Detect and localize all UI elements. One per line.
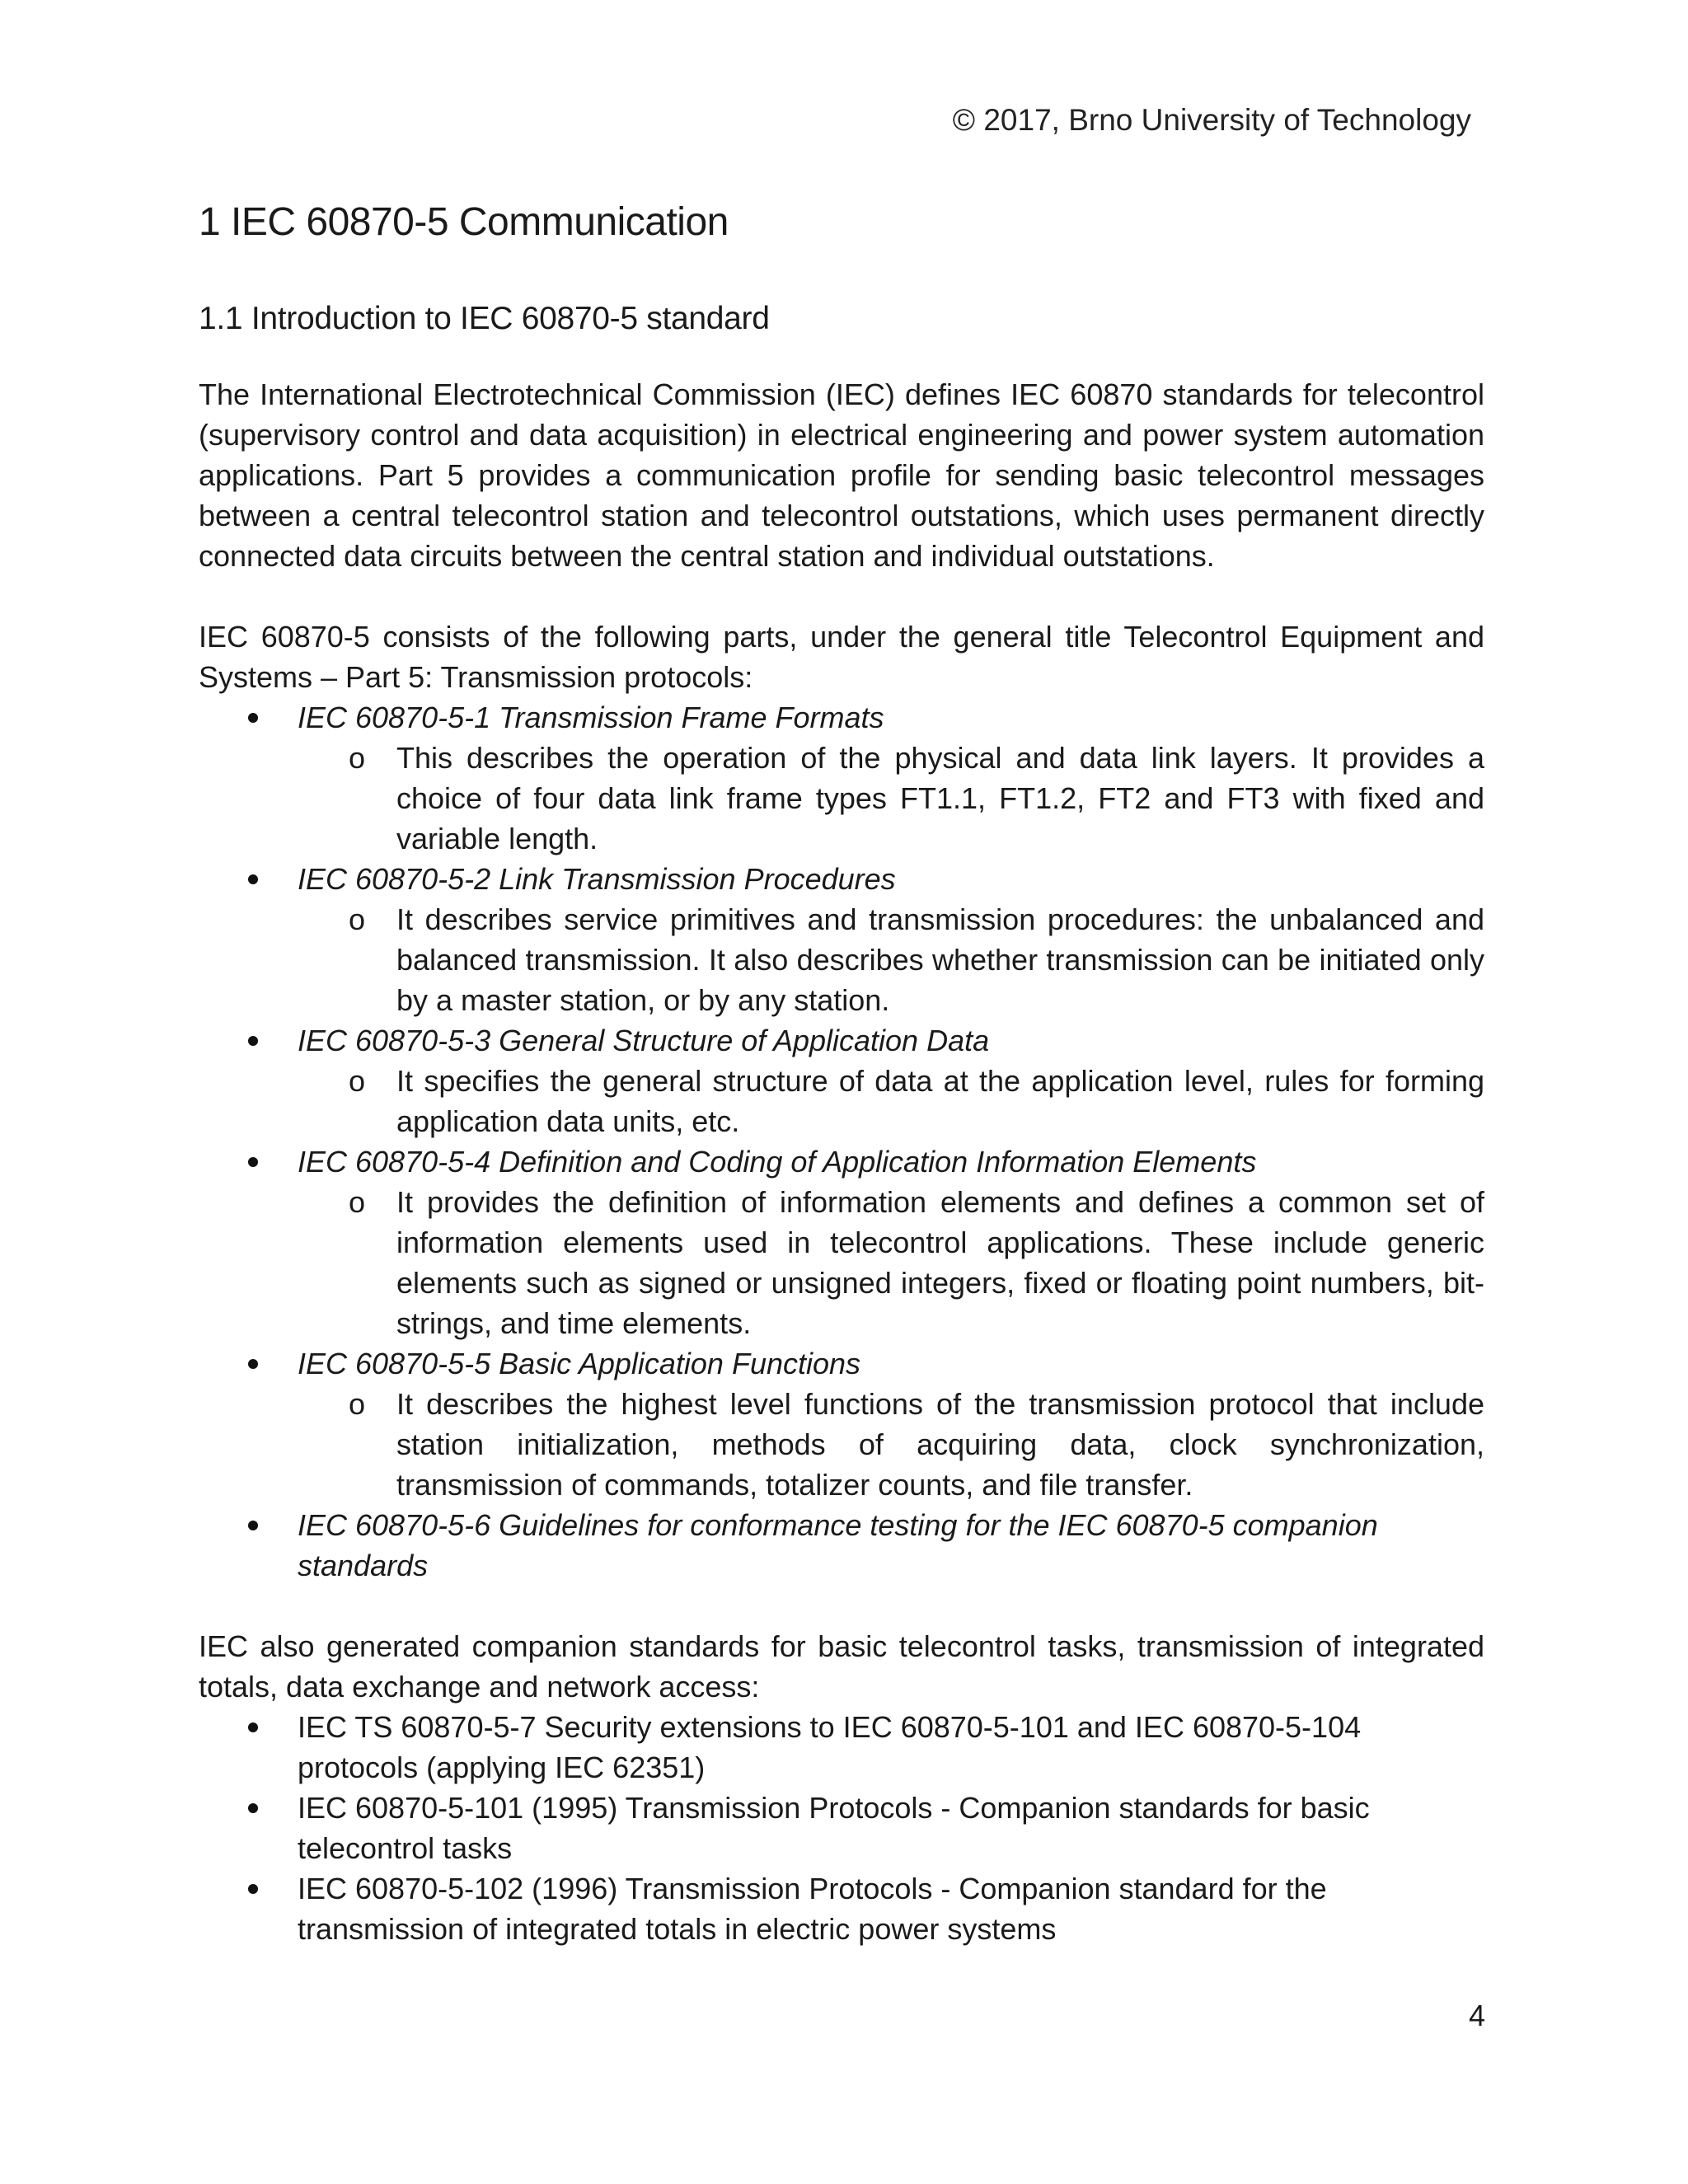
part-sublist bbox=[298, 1384, 1484, 1505]
sub-list-item bbox=[298, 1182, 1484, 1343]
list-item bbox=[199, 859, 1484, 1020]
bullet-icon bbox=[248, 1803, 258, 1813]
bullet-icon bbox=[248, 874, 258, 884]
circle-bullet-icon: o bbox=[349, 1064, 366, 1098]
section-title: 1 IEC 60870-5 Communication bbox=[199, 200, 729, 244]
intro-paragraph: The International Electrotechnical Commission (IEC) defines IEC 60870 standards for telecontrol (supervisory control and data acquisition) in electrical engineering and power system automation applications. Part 5 provides a communication profile for sending basic telecontrol messages between a central telecontrol station and telecontrol outstations, which uses permanent directly connected data circuits between the central station and individual outstations. bbox=[199, 377, 1484, 573]
list-item bbox=[199, 1707, 1484, 1788]
circle-bullet-icon: o bbox=[349, 902, 366, 936]
circle-bullet-icon: o bbox=[349, 1387, 366, 1421]
part-title: IEC 60870-5-1 Transmission Frame Formats bbox=[298, 701, 884, 734]
part-description: It describes the highest level functions of the transmission protocol that include station initialization, methods of acquiring data, clock synchronization, transmission of commands, totalizer counts, and file transfer. bbox=[396, 1387, 1484, 1502]
spacer bbox=[199, 1586, 1484, 1626]
part-description: It provides the definition of information elements and defines a common set of information elements used in telecontrol applications. These include generic elements such as signed or unsigned integers, fixed or floating point numbers, bit-strings, and time elements. bbox=[396, 1185, 1484, 1340]
part-sublist bbox=[298, 1061, 1484, 1141]
list-item bbox=[199, 1343, 1484, 1505]
bullet-icon bbox=[248, 713, 258, 723]
subsection-title: 1.1 Introduction to IEC 60870-5 standard bbox=[199, 301, 770, 336]
page-content bbox=[199, 198, 1484, 1949]
list-item bbox=[199, 1141, 1484, 1343]
bullet-icon bbox=[248, 1157, 258, 1167]
parts-list bbox=[199, 697, 1484, 1586]
list-item bbox=[199, 1505, 1484, 1586]
sub-list-item bbox=[298, 899, 1484, 1020]
companion-standard: IEC 60870-5-102 (1996) Transmission Protocols - Companion standard for the transmission of integrated totals in electric power systems bbox=[298, 1872, 1327, 1946]
parts-intro-paragraph: IEC 60870-5 consists of the following parts, under the general title Telecontrol Equipment and Systems – Part 5: Transmission protocols: bbox=[199, 620, 1484, 694]
list-item bbox=[199, 697, 1484, 859]
part-title: IEC 60870-5-5 Basic Application Functions bbox=[298, 1347, 861, 1380]
sub-list-item bbox=[298, 1384, 1484, 1505]
bullet-icon bbox=[248, 1722, 258, 1732]
part-title: IEC 60870-5-4 Definition and Coding of Application Information Elements bbox=[298, 1145, 1257, 1179]
bullet-icon bbox=[248, 1359, 258, 1369]
bullet-icon bbox=[248, 1036, 258, 1046]
part-sublist bbox=[298, 1182, 1484, 1343]
circle-bullet-icon: o bbox=[349, 741, 366, 775]
part-sublist bbox=[298, 899, 1484, 1020]
companion-list bbox=[199, 1707, 1484, 1949]
part-title: IEC 60870-5-3 General Structure of Application Data bbox=[298, 1024, 990, 1057]
circle-bullet-icon: o bbox=[349, 1185, 366, 1219]
companion-standard: IEC 60870-5-101 (1995) Transmission Protocols - Companion standards for basic telecontrol tasks bbox=[298, 1791, 1370, 1865]
bullet-icon bbox=[248, 1884, 258, 1894]
page-number: 4 bbox=[1468, 1999, 1485, 2032]
companion-intro-paragraph: IEC also generated companion standards for basic telecontrol tasks, transmission of integrated totals, data exchange and network access: bbox=[199, 1629, 1484, 1704]
part-title: IEC 60870-5-6 Guidelines for conformance testing for the IEC 60870-5 companion standards bbox=[298, 1508, 1378, 1582]
part-description: This describes the operation of the physical and data link layers. It provides a choice of four data link frame types FT1.1, FT1.2, FT2 and FT3 with fixed and variable length. bbox=[396, 741, 1484, 855]
list-item bbox=[199, 1868, 1484, 1949]
part-title: IEC 60870-5-2 Link Transmission Procedures bbox=[298, 862, 896, 896]
part-description: It describes service primitives and transmission procedures: the unbalanced and balanced transmission. It also describes whether transmission can be initiated only by a master station, or by any station. bbox=[396, 902, 1484, 1017]
bullet-icon bbox=[248, 1521, 258, 1530]
part-description: It specifies the general structure of data at the application level, rules for forming application data units, etc. bbox=[396, 1064, 1484, 1138]
sub-list-item bbox=[298, 1061, 1484, 1141]
sub-list-item bbox=[298, 738, 1484, 859]
list-item bbox=[199, 1020, 1484, 1141]
header-copyright: © 2017, Brno University of Technology bbox=[952, 103, 1471, 137]
part-sublist bbox=[298, 738, 1484, 859]
list-item bbox=[199, 1788, 1484, 1868]
companion-standard: IEC TS 60870-5-7 Security extensions to IEC 60870-5-101 and IEC 60870-5-104 protocols (applying IEC 62351) bbox=[298, 1710, 1362, 1784]
